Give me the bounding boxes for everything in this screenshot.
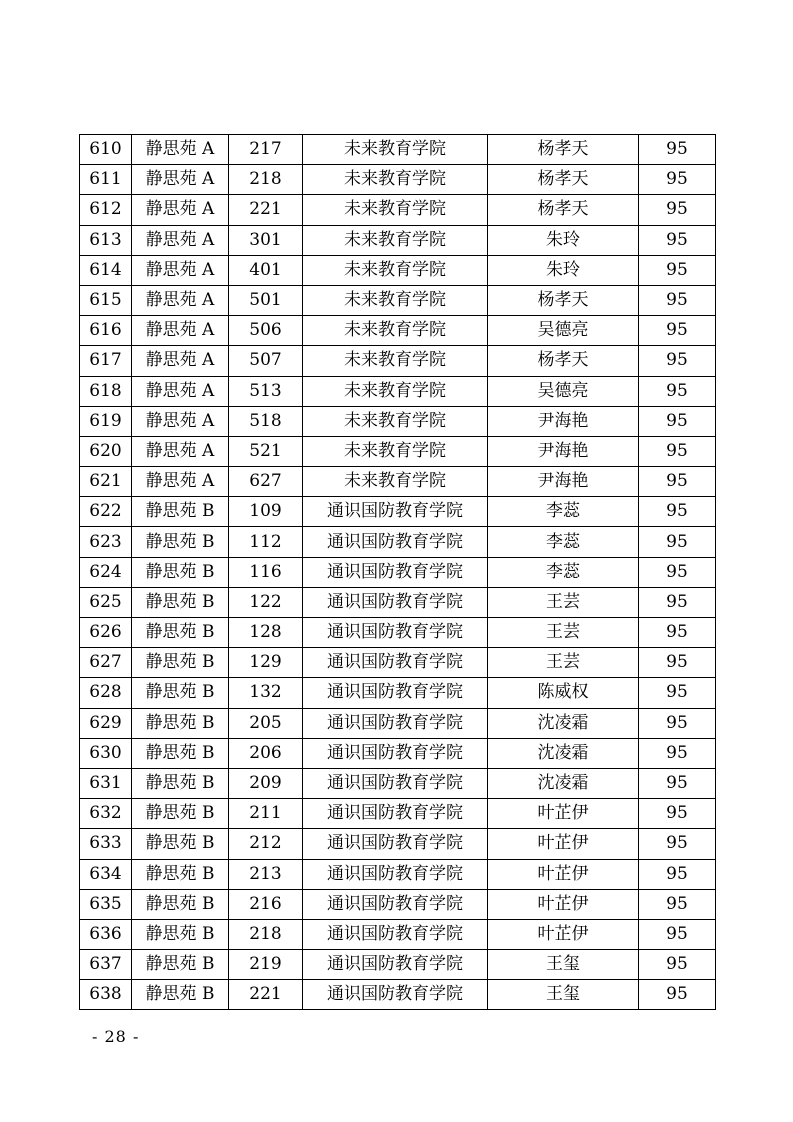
building-cell: 静思苑 B: [132, 708, 229, 738]
score-cell: 95: [639, 950, 716, 980]
row-number-cell: 616: [80, 316, 132, 346]
table-row: [80, 859, 716, 889]
row-number-cell: 615: [80, 285, 132, 315]
building-cell: 静思苑 B: [132, 557, 229, 587]
building-cell: 静思苑 B: [132, 950, 229, 980]
room-cell: 205: [229, 708, 303, 738]
score-cell: 95: [639, 527, 716, 557]
building-cell: 静思苑 B: [132, 919, 229, 949]
score-cell: 95: [639, 738, 716, 768]
building-cell: 静思苑 B: [132, 738, 229, 768]
building-cell: 静思苑 B: [132, 648, 229, 678]
college-cell: 未来教育学院: [303, 346, 488, 376]
college-cell: 未来教育学院: [303, 165, 488, 195]
room-cell: 132: [229, 678, 303, 708]
score-cell: 95: [639, 889, 716, 919]
counselor-cell: 吴德亮: [488, 376, 639, 406]
counselor-cell: 沈凌霜: [488, 738, 639, 768]
row-number-cell: 610: [80, 135, 132, 165]
college-cell: 未来教育学院: [303, 406, 488, 436]
college-cell: 通识国防教育学院: [303, 527, 488, 557]
building-cell: 静思苑 A: [132, 285, 229, 315]
room-cell: 301: [229, 225, 303, 255]
room-cell: 221: [229, 980, 303, 1010]
table-row: [80, 950, 716, 980]
table-row: [80, 587, 716, 617]
counselor-cell: 杨孝天: [488, 165, 639, 195]
row-number-cell: 611: [80, 165, 132, 195]
counselor-cell: 叶芷伊: [488, 799, 639, 829]
building-cell: 静思苑 A: [132, 195, 229, 225]
college-cell: 未来教育学院: [303, 376, 488, 406]
score-cell: 95: [639, 618, 716, 648]
building-cell: 静思苑 B: [132, 768, 229, 798]
counselor-cell: 杨孝天: [488, 195, 639, 225]
table-row: [80, 255, 716, 285]
score-cell: 95: [639, 285, 716, 315]
score-cell: 95: [639, 195, 716, 225]
row-number-cell: 634: [80, 859, 132, 889]
building-cell: 静思苑 B: [132, 497, 229, 527]
score-cell: 95: [639, 436, 716, 466]
counselor-cell: 陈威权: [488, 678, 639, 708]
row-number-cell: 630: [80, 738, 132, 768]
table-row: [80, 527, 716, 557]
counselor-cell: 尹海艳: [488, 406, 639, 436]
college-cell: 通识国防教育学院: [303, 618, 488, 648]
table-row: [80, 497, 716, 527]
table-row: [80, 678, 716, 708]
college-cell: 通识国防教育学院: [303, 738, 488, 768]
room-cell: 129: [229, 648, 303, 678]
row-number-cell: 627: [80, 648, 132, 678]
row-number-cell: 628: [80, 678, 132, 708]
room-cell: 116: [229, 557, 303, 587]
counselor-cell: 尹海艳: [488, 467, 639, 497]
counselor-cell: 朱玲: [488, 255, 639, 285]
row-number-cell: 638: [80, 980, 132, 1010]
row-number-cell: 635: [80, 889, 132, 919]
college-cell: 通识国防教育学院: [303, 708, 488, 738]
row-number-cell: 614: [80, 255, 132, 285]
building-cell: 静思苑 B: [132, 587, 229, 617]
college-cell: 通识国防教育学院: [303, 587, 488, 617]
building-cell: 静思苑 A: [132, 467, 229, 497]
table-row: [80, 285, 716, 315]
college-cell: 通识国防教育学院: [303, 980, 488, 1010]
college-cell: 未来教育学院: [303, 436, 488, 466]
room-cell: 521: [229, 436, 303, 466]
row-number-cell: 625: [80, 587, 132, 617]
room-cell: 212: [229, 829, 303, 859]
college-cell: 通识国防教育学院: [303, 919, 488, 949]
counselor-cell: 沈凌霜: [488, 768, 639, 798]
row-number-cell: 613: [80, 225, 132, 255]
score-cell: 95: [639, 980, 716, 1010]
building-cell: 静思苑 B: [132, 859, 229, 889]
table-row: [80, 980, 716, 1010]
counselor-cell: 杨孝天: [488, 285, 639, 315]
row-number-cell: 617: [80, 346, 132, 376]
building-cell: 静思苑 A: [132, 346, 229, 376]
building-cell: 静思苑 B: [132, 829, 229, 859]
row-number-cell: 624: [80, 557, 132, 587]
score-cell: 95: [639, 919, 716, 949]
room-cell: 401: [229, 255, 303, 285]
row-number-cell: 632: [80, 799, 132, 829]
row-number-cell: 618: [80, 376, 132, 406]
counselor-cell: 叶芷伊: [488, 829, 639, 859]
table-row: [80, 467, 716, 497]
score-cell: 95: [639, 829, 716, 859]
table-row: [80, 708, 716, 738]
counselor-cell: 王芸: [488, 587, 639, 617]
score-cell: 95: [639, 859, 716, 889]
counselor-cell: 王芸: [488, 648, 639, 678]
college-cell: 未来教育学院: [303, 225, 488, 255]
building-cell: 静思苑 A: [132, 406, 229, 436]
room-cell: 507: [229, 346, 303, 376]
score-cell: 95: [639, 225, 716, 255]
college-cell: 通识国防教育学院: [303, 557, 488, 587]
college-cell: 通识国防教育学院: [303, 678, 488, 708]
building-cell: 静思苑 A: [132, 436, 229, 466]
building-cell: 静思苑 A: [132, 316, 229, 346]
building-cell: 静思苑 A: [132, 255, 229, 285]
counselor-cell: 王芸: [488, 618, 639, 648]
room-cell: 211: [229, 799, 303, 829]
counselor-cell: 沈凌霜: [488, 708, 639, 738]
table-row: [80, 768, 716, 798]
table-row: [80, 919, 716, 949]
table-row: [80, 889, 716, 919]
counselor-cell: 叶芷伊: [488, 889, 639, 919]
score-cell: 95: [639, 648, 716, 678]
table-row: [80, 376, 716, 406]
building-cell: 静思苑 B: [132, 799, 229, 829]
counselor-cell: 王玺: [488, 980, 639, 1010]
score-cell: 95: [639, 316, 716, 346]
room-cell: 209: [229, 768, 303, 798]
room-cell: 218: [229, 165, 303, 195]
row-number-cell: 631: [80, 768, 132, 798]
college-cell: 未来教育学院: [303, 316, 488, 346]
room-cell: 216: [229, 889, 303, 919]
score-cell: 95: [639, 376, 716, 406]
row-number-cell: 621: [80, 467, 132, 497]
row-number-cell: 620: [80, 436, 132, 466]
building-cell: 静思苑 B: [132, 678, 229, 708]
table-row: [80, 195, 716, 225]
building-cell: 静思苑 B: [132, 980, 229, 1010]
score-cell: 95: [639, 557, 716, 587]
counselor-cell: 李蕊: [488, 527, 639, 557]
room-cell: 217: [229, 135, 303, 165]
counselor-cell: 杨孝天: [488, 346, 639, 376]
room-cell: 109: [229, 497, 303, 527]
room-cell: 627: [229, 467, 303, 497]
row-number-cell: 619: [80, 406, 132, 436]
score-cell: 95: [639, 768, 716, 798]
counselor-cell: 叶芷伊: [488, 859, 639, 889]
row-number-cell: 637: [80, 950, 132, 980]
college-cell: 未来教育学院: [303, 467, 488, 497]
score-cell: 95: [639, 678, 716, 708]
table-row: [80, 829, 716, 859]
table-row: [80, 135, 716, 165]
room-cell: 219: [229, 950, 303, 980]
counselor-cell: 李蕊: [488, 497, 639, 527]
college-cell: 未来教育学院: [303, 135, 488, 165]
table-row: [80, 618, 716, 648]
score-cell: 95: [639, 406, 716, 436]
room-cell: 112: [229, 527, 303, 557]
room-cell: 513: [229, 376, 303, 406]
building-cell: 静思苑 A: [132, 135, 229, 165]
table-row: [80, 557, 716, 587]
table-row: [80, 406, 716, 436]
score-cell: 95: [639, 587, 716, 617]
counselor-cell: 朱玲: [488, 225, 639, 255]
college-cell: 通识国防教育学院: [303, 889, 488, 919]
room-cell: 128: [229, 618, 303, 648]
counselor-cell: 李蕊: [488, 557, 639, 587]
room-cell: 213: [229, 859, 303, 889]
counselor-cell: 吴德亮: [488, 316, 639, 346]
room-cell: 501: [229, 285, 303, 315]
row-number-cell: 612: [80, 195, 132, 225]
table-body: [80, 135, 716, 1010]
college-cell: 未来教育学院: [303, 195, 488, 225]
score-cell: 95: [639, 135, 716, 165]
building-cell: 静思苑 B: [132, 889, 229, 919]
score-cell: 95: [639, 165, 716, 195]
score-cell: 95: [639, 708, 716, 738]
score-cell: 95: [639, 255, 716, 285]
college-cell: 通识国防教育学院: [303, 950, 488, 980]
college-cell: 未来教育学院: [303, 255, 488, 285]
row-number-cell: 633: [80, 829, 132, 859]
page-number: - 28 -: [92, 1027, 140, 1046]
room-cell: 506: [229, 316, 303, 346]
building-cell: 静思苑 A: [132, 225, 229, 255]
college-cell: 未来教育学院: [303, 285, 488, 315]
table-row: [80, 799, 716, 829]
building-cell: 静思苑 A: [132, 376, 229, 406]
room-cell: 122: [229, 587, 303, 617]
counselor-cell: 杨孝天: [488, 135, 639, 165]
table-row: [80, 165, 716, 195]
room-cell: 518: [229, 406, 303, 436]
counselor-cell: 叶芷伊: [488, 919, 639, 949]
college-cell: 通识国防教育学院: [303, 859, 488, 889]
score-cell: 95: [639, 799, 716, 829]
counselor-cell: 尹海艳: [488, 436, 639, 466]
college-cell: 通识国防教育学院: [303, 497, 488, 527]
table-row: [80, 346, 716, 376]
room-cell: 218: [229, 919, 303, 949]
college-cell: 通识国防教育学院: [303, 829, 488, 859]
score-cell: 95: [639, 346, 716, 376]
building-cell: 静思苑 B: [132, 618, 229, 648]
table-row: [80, 316, 716, 346]
building-cell: 静思苑 B: [132, 527, 229, 557]
college-cell: 通识国防教育学院: [303, 768, 488, 798]
college-cell: 通识国防教育学院: [303, 799, 488, 829]
table-row: [80, 648, 716, 678]
college-cell: 通识国防教育学院: [303, 648, 488, 678]
dormitory-score-table: [79, 134, 716, 1010]
room-cell: 221: [229, 195, 303, 225]
building-cell: 静思苑 A: [132, 165, 229, 195]
row-number-cell: 629: [80, 708, 132, 738]
row-number-cell: 626: [80, 618, 132, 648]
table-row: [80, 436, 716, 466]
counselor-cell: 王玺: [488, 950, 639, 980]
row-number-cell: 636: [80, 919, 132, 949]
row-number-cell: 623: [80, 527, 132, 557]
room-cell: 206: [229, 738, 303, 768]
table-row: [80, 738, 716, 768]
score-cell: 95: [639, 467, 716, 497]
score-cell: 95: [639, 497, 716, 527]
row-number-cell: 622: [80, 497, 132, 527]
table-row: [80, 225, 716, 255]
